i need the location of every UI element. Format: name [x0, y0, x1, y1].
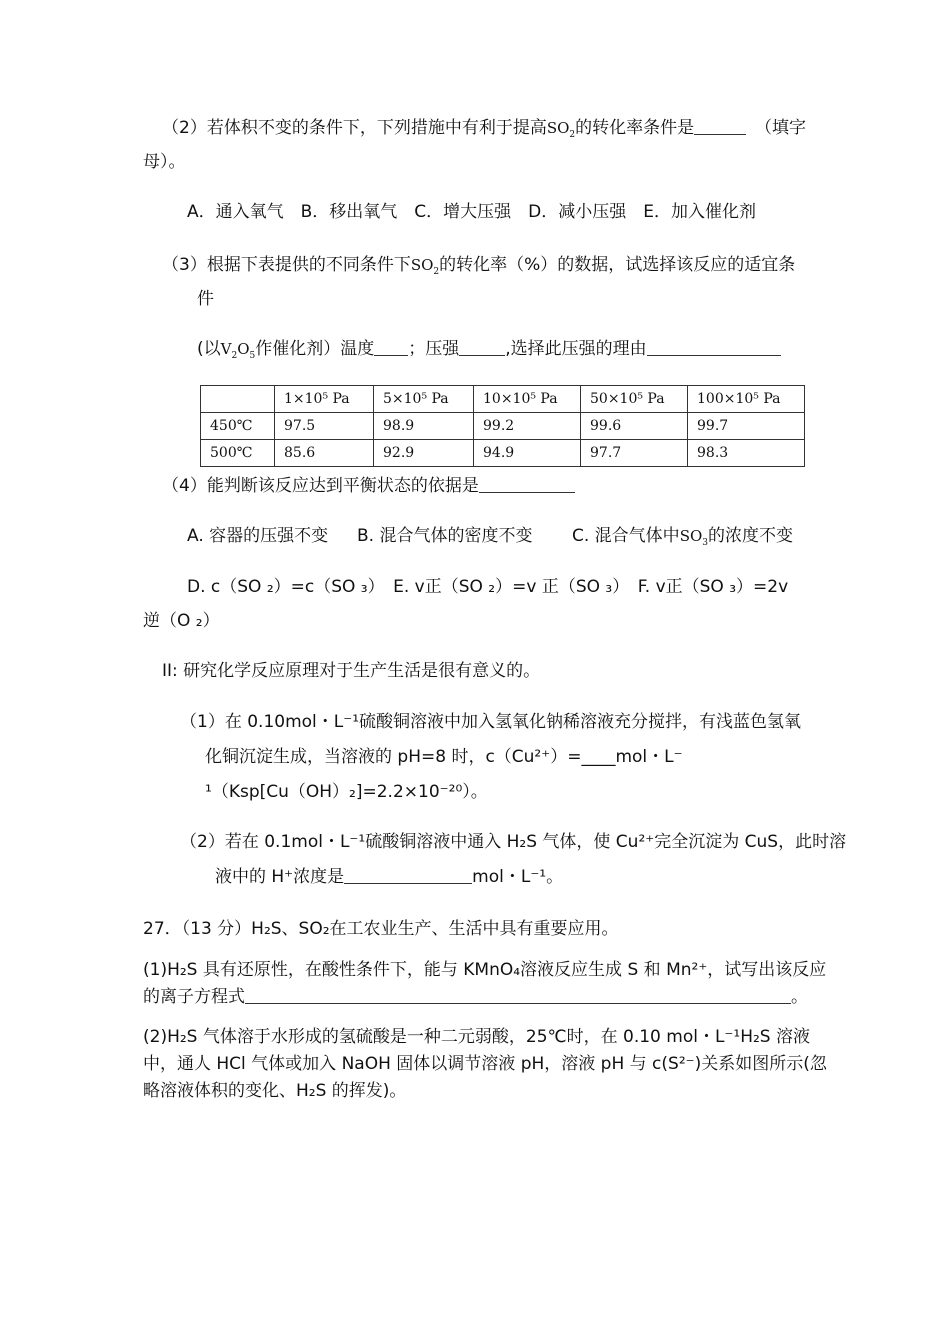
q3-temp-label: 作催化剂）温度 — [255, 339, 375, 359]
q4-line3: D. c（SO ₂）=c（SO ₃） E. v正（SO ₂）=v 正（SO ₃） F. v正（SO ₃）=2v — [187, 577, 789, 597]
answer-blank[interactable] — [694, 118, 746, 135]
table-cell: 92.9 — [374, 440, 474, 467]
q27-heading: 27．（13 分）H₂S、SO₂在工农业生产、生活中具有重要应用。 — [143, 919, 619, 939]
table-cell: 450℃ — [201, 413, 275, 440]
part2-heading: II: 研究化学反应原理对于生产生活是很有意义的。 — [162, 661, 541, 681]
conversion-table — [200, 385, 805, 467]
so2-formula: $SO_2$ — [546, 119, 576, 140]
q2-text: （2）若体积不变的条件下，下列措施中有利于提高 — [162, 118, 547, 138]
table-cell: 98.3 — [688, 440, 805, 467]
table-cell: 98.9 — [374, 413, 474, 440]
part2-q2-text: 液中的 H⁺浓度是 — [215, 867, 345, 887]
q2-options: A．通入氧气 B．移出氧气 C．增大压强 D．减小压强 E．加入催化剂 — [187, 202, 756, 222]
q2-line1 — [162, 116, 746, 147]
q27-p1-end: 。 — [791, 987, 808, 1007]
q27-p1-line1: (1)H₂S 具有还原性，在酸性条件下，能与 KMnO₄溶液反应生成 S 和 Mn²⁺，试写出该反应 — [143, 960, 827, 980]
q27-p2-line1: (2)H₂S 气体溶于水形成的氢硫酸是一种二元弱酸，25℃时，在 0.10 mol・L⁻¹H₂S 溶液 — [143, 1027, 810, 1047]
table-cell: 99.2 — [474, 413, 581, 440]
answer-blank[interactable] — [344, 867, 472, 884]
q4-line4: 逆（O ₂） — [143, 611, 220, 631]
table-cell: 1×10⁵ Pa — [275, 386, 374, 413]
table-cell: 10×10⁵ Pa — [474, 386, 581, 413]
answer-blank[interactable] — [479, 476, 575, 493]
table-cell: 97.5 — [275, 413, 374, 440]
table-cell: 500℃ — [201, 440, 275, 467]
table-row — [201, 440, 805, 467]
part2-q2-line1: （2）若在 0.1mol・L⁻¹硫酸铜溶液中通入 H₂S 气体，使 Cu²⁺完全沉淀为 CuS，此时溶 — [180, 832, 847, 852]
table-cell: 100×10⁵ Pa — [688, 386, 805, 413]
q3-line1 — [162, 253, 795, 284]
q2-line1-tail: （填字 — [755, 118, 806, 138]
temp-blank[interactable] — [374, 339, 408, 356]
pressure-blank[interactable] — [459, 339, 505, 356]
q4-line1 — [162, 474, 575, 498]
q27-p1-text: 的离子方程式 — [143, 987, 245, 1007]
q3-reason-label: ,选择此压强的理由 — [505, 339, 647, 359]
q2-line2: 母）。 — [143, 152, 186, 172]
part2-q2-line2 — [215, 865, 563, 889]
table-cell: 97.7 — [581, 440, 688, 467]
q3-line3 — [197, 337, 781, 368]
table-cell: 94.9 — [474, 440, 581, 467]
table-cell — [201, 386, 275, 413]
q3-text: （3）根据下表提供的不同条件下 — [162, 255, 411, 275]
table-cell: 85.6 — [275, 440, 374, 467]
table-cell: 50×10⁵ Pa — [581, 386, 688, 413]
q3-catalyst-prefix: (以 — [197, 339, 221, 359]
q2-text-end: 的转化率条件是 — [575, 118, 695, 138]
q4-text: （4）能判断该反应达到平衡状态的依据是 — [162, 476, 479, 496]
part2-q1-line1: （1）在 0.10mol・L⁻¹硫酸铜溶液中加入氢氧化钠稀溶液充分搅拌，有浅蓝色氢氧 — [180, 712, 802, 732]
q27-p1-line2 — [143, 985, 808, 1009]
q27-p2-line3: 略溶液体积的变化、H₂S 的挥发)。 — [143, 1081, 407, 1101]
table-header-row — [201, 386, 805, 413]
table-cell: 5×10⁵ Pa — [374, 386, 474, 413]
q3-text-post: 的转化率（%）的数据，试选择该反应的适宜条 — [439, 255, 796, 275]
q4-optB: B. 混合气体的密度不变 — [357, 526, 533, 546]
q4-optC: C. 混合气体中$SO_3$的浓度不变 — [572, 526, 793, 548]
table-row — [201, 413, 805, 440]
q27-p2-line2: 中，通人 HCl 气体或加入 NaOH 固体以调节溶液 pH，溶液 pH 与 c(S²⁻)关系如图所示(忽 — [143, 1054, 827, 1074]
table-cell: 99.7 — [688, 413, 805, 440]
part2-q1-line3: ¹（Ksp[Cu（OH）₂]=2.2×10⁻²⁰）。 — [205, 782, 488, 802]
equation-blank[interactable] — [245, 987, 791, 1004]
part2-q1-line2: 化铜沉淀生成，当溶液的 pH=8 时，c（Cu²⁺）=____mol・L⁻ — [205, 747, 683, 767]
table-cell: 99.6 — [581, 413, 688, 440]
v2o5-formula: $V_2O_5$ — [220, 340, 256, 361]
q3-pressure-label: ；压强 — [408, 339, 460, 359]
q3-line2: 件 — [197, 289, 214, 309]
part2-q2-unit: mol・L⁻¹。 — [472, 867, 564, 887]
reason-blank[interactable] — [647, 339, 781, 356]
q4-optA: A. 容器的压强不变 — [187, 526, 329, 546]
so2-formula: $SO_2$ — [410, 256, 440, 277]
so3-formula: $SO_3$ — [679, 527, 708, 548]
